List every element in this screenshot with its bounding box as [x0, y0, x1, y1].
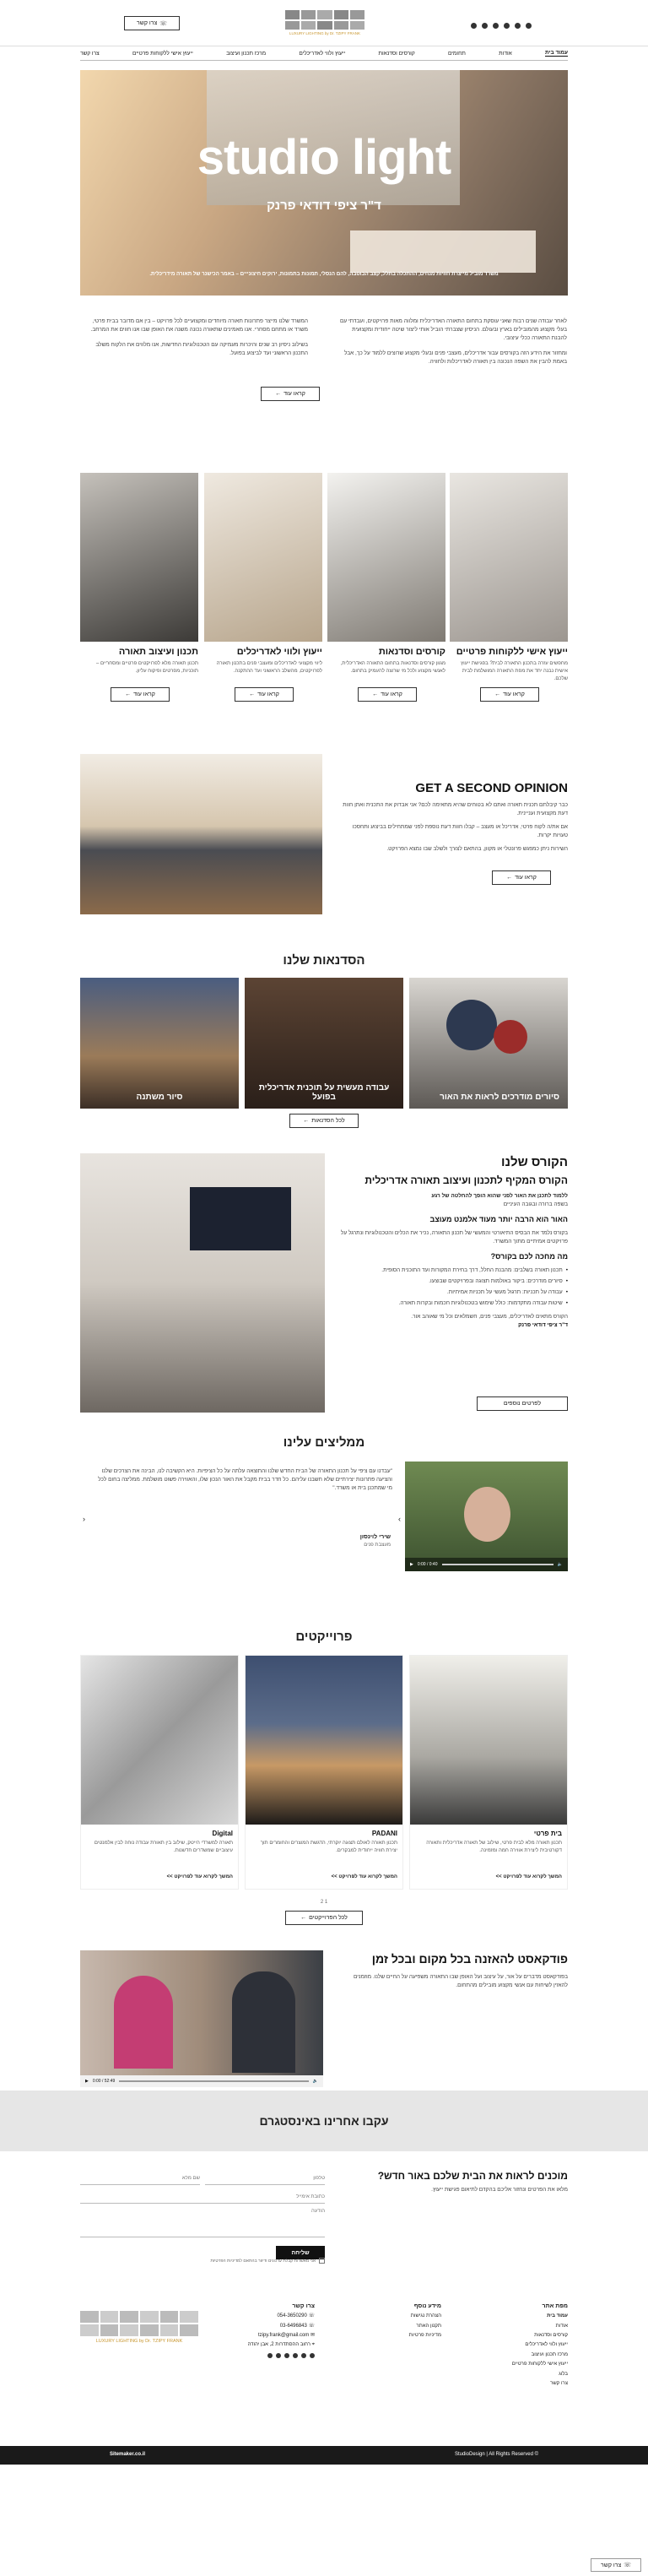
- arrow-left-icon: ←: [494, 691, 501, 697]
- arrow-left-icon: ←: [275, 391, 282, 397]
- whatsapp-icon[interactable]: [267, 2353, 273, 2358]
- footer-link[interactable]: הצהרת נגישות: [410, 2313, 441, 2319]
- footer-link[interactable]: קורסים וסדנאות: [534, 2333, 568, 2339]
- x-icon[interactable]: [293, 2353, 298, 2358]
- video-face: [464, 1487, 510, 1542]
- footer-link[interactable]: תקנון האתר: [416, 2323, 441, 2329]
- x-icon[interactable]: [504, 23, 510, 29]
- course-subtitle: הקורס המקיף לתכנון ועיצוב תאורה אדריכלית: [364, 1174, 568, 1186]
- project-image: [81, 1656, 238, 1825]
- floating-contact-button[interactable]: ☏ צרו קשר: [591, 2558, 641, 2572]
- logo-caption: LUXURY LIGHTING by Dr. TZIPY FRANK: [289, 31, 360, 35]
- course-bullet: • סיורים מודרכים: ביקור באולמות תצוגה ובפרויקטים שבוצעו.: [336, 1277, 568, 1286]
- service-image: [80, 473, 198, 642]
- podcast-host-left: [114, 1976, 173, 2069]
- instagram-icon[interactable]: [301, 2353, 306, 2358]
- mail-icon: ✉: [309, 2333, 315, 2339]
- hero: [80, 70, 568, 296]
- youtube-icon[interactable]: [284, 2353, 289, 2358]
- course-screen: [190, 1187, 291, 1250]
- projects-pager[interactable]: 1 2: [320, 1900, 328, 1905]
- contact-form-text: מלאו את הפרטים ונחזור אליכם בהקדם לתיאום פגישת ייעוץ.: [431, 2187, 568, 2193]
- course-image: [80, 1153, 325, 1413]
- arrow-left-icon: ←: [303, 1118, 310, 1124]
- footer-contact: צרו קשר ☏ 054-3650290 ☏ 03-6496843 ✉ tzipy.frank@gmail.com ⌖ רחוב ההסתדרות 2, אבן יהודה: [205, 2301, 315, 2358]
- project-image: [246, 1656, 402, 1825]
- course-title: הקורס שלנו: [501, 1155, 568, 1169]
- hero-subtitle: ד"ר ציפי דודאי פרנק: [267, 198, 381, 213]
- contact-form-title: מוכנים לראות את הבית שלכם באור חדש?: [377, 2170, 568, 2182]
- volume-icon[interactable]: 🔈: [557, 1562, 563, 1567]
- header: [0, 0, 648, 46]
- project-image: [410, 1656, 567, 1825]
- course-bullet: • עבודה על תכניות: תרגול מעשי על תכניות אמיתיות.: [336, 1288, 568, 1297]
- footer-link[interactable]: צרו קשר: [550, 2381, 568, 2387]
- intro-text-left: המשרד שלנו מייצר פתרונות תאורה מיוחדים ומקצועיים לכל פרויקט – בין אם מדובר בבית פרטי, משרד או מתחם מסחרי. אנו מאמינים שתאורה נכונה משנה את האופן שבו אנו חווים את המרחב. בשילוב ניסיון רב שנים והיכרות מעמיקה עם הטכנולוגיות החדשות, אנו מלווים את הלקוח משלב התכנון הראשוני ועד לביצוע בפועל.: [90, 318, 308, 357]
- second-opinion-text: כבר קיבלתם תכנית תאורה ואתם לא בטוחים שהיא מתאימה לכם? אני אבדוק את התכנית ואתן חוות דעת מקצועית ועניינית. אם את/ה לקוח פרטי, אדריכל או מעצב – קבלו חוות דעת נוספת לפני שמתחילים בביצוע ותחסכו טעויות יקרות. השירות ניתן כמפגש פרונטלי או מקוון, בהתאם לצורך ולשלב שבו נמצא הפרויקט.: [343, 802, 568, 853]
- instagram-icon[interactable]: [515, 23, 521, 29]
- facebook-icon[interactable]: [526, 23, 532, 29]
- submit-button[interactable]: שליחה: [276, 2246, 325, 2259]
- volume-icon[interactable]: 🔈: [312, 2079, 318, 2084]
- service-card: תכנון ועיצוב תאורה תכנון תאורה מלא לפרויקטים פרטיים ומסחריים – תוכניות, מפרטים ופיקוח עליון. קראו עוד ←: [80, 473, 198, 702]
- course-body: ללמוד לתכנן את האור לפני שהוא הופך להחלטה של רגע בשפה ברורה ובגובה העיניים האור הוא הרבה יותר מעוד אלמנט מעוצב בקורס נלמד את הבסיס התיאורטי והמעשי של תכנון התאורה, נכיר את הכלים והטכנולוגיות ונתרגל על פרויקטים אמיתיים מתוך המשרד. מה מחכה לכם בקורס? • תכנון תאורה בשלבים: מהבנת החלל, דרך בחירת המקורות ועד התוכנית הסופית. • סיורים מודרכים: ביקור באולמות תצוגה ובפרויקטים שבוצעו. • עבודה על תכניות: תרגול מעשי על תכניות אמיתיות. • שיטות עבודה מתקדמות: כולל שימוש בטכנולוגיות חכמות ובקרות תאורה. הקורס מתאים לאדריכלים, מעצבי פנים, חשמלאים וכל מי שאוהב אור. ד"ר ציפי דודאי פרנק: [336, 1192, 568, 1331]
- phone-icon: ☏: [624, 2562, 632, 2568]
- all-projects-button[interactable]: לכל הפרוייקטים ←: [285, 1911, 363, 1925]
- bottom-bar-builder[interactable]: Sitemaker.co.il: [110, 2452, 146, 2457]
- consent-row: אני מאשר/ת קבלת עדכונים ודיוור בהתאם למדיניות הפרטיות: [80, 2258, 325, 2264]
- bottom-bar-credit: StudioDesign | All Rights Reserved ©: [454, 2452, 538, 2457]
- location-icon: ⌖: [310, 2342, 315, 2348]
- audio-controls[interactable]: ▶ 0:00 / 52:49 🔈: [80, 2075, 323, 2087]
- footer-link[interactable]: אודות: [555, 2323, 568, 2329]
- play-icon[interactable]: ▶: [85, 2079, 89, 2084]
- email-field[interactable]: [80, 2190, 325, 2204]
- footer-address: ⌖ רחוב ההסתדרות 2, אבן יהודה: [247, 2342, 315, 2348]
- podcast-title: פודקאסט להאזנה בכל מקום ובכל זמן: [371, 1952, 568, 1966]
- youtube-icon[interactable]: [493, 23, 499, 29]
- service-card: ייעוץ ולווי לאדריכלים ליווי מקצועי לאדריכלים ומעצבי פנים בתכנון תאורה לפרויקטים, מהשלב הראשוני ועד ההתקנה. קראו עוד ←: [204, 473, 322, 702]
- footer-info: מידע נוסף הצהרת נגישות תקנון האתר מדיניות פרטיות: [340, 2301, 441, 2340]
- workshop-label: עבודה מעשית על תוכנית אדריכלית בפועל: [258, 1083, 390, 1102]
- footer-phone[interactable]: ☏ 054-3650290: [277, 2313, 315, 2319]
- name-field[interactable]: [80, 2172, 200, 2185]
- phone-field[interactable]: [205, 2172, 325, 2185]
- service-read-more-button[interactable]: קראו עוד ←: [358, 687, 417, 702]
- message-field[interactable]: [80, 2209, 325, 2237]
- nav-item-design-center[interactable]: מרכז תכנון ועיצוב: [226, 50, 267, 57]
- project-read-more-link[interactable]: המשך לקרוא עוד לפרויקט >>: [331, 1874, 397, 1879]
- projects-title: פרוייקטים: [295, 1630, 353, 1644]
- main-nav: [80, 46, 568, 61]
- footer-link[interactable]: מדיניות פרטיות: [408, 2333, 441, 2339]
- podcast-host-right: [232, 1971, 295, 2073]
- phone-icon: ☏: [306, 2313, 315, 2319]
- service-card: ייעוץ אישי ללקוחות פרטיים מחפשים עזרה בתכנון התאורה לבית? בפגישת ייעוץ אישית נבנה יחד את מפת התאורה המושלמת לבית שלכם. קראו עוד ←: [450, 473, 568, 702]
- arrow-left-icon: ←: [249, 691, 256, 697]
- testimonial-arrow-right[interactable]: ›: [398, 1515, 401, 1523]
- arrow-left-icon: ←: [300, 1915, 307, 1921]
- project-card[interactable]: Digital תאורה למשרדי הייטק, שילוב בין תאורת עבודה נוחה לבין אלמנטים עיצוביים שמשדרים חדשנות. המשך לקרוא עוד לפרויקט >>: [80, 1655, 239, 1890]
- phone-icon: ☏: [159, 20, 168, 27]
- instagram-band: [0, 2091, 648, 2151]
- footer: [80, 2301, 568, 2427]
- arrow-left-icon: ←: [506, 875, 513, 881]
- nav-item-contact[interactable]: צרו קשר: [80, 50, 100, 57]
- project-read-more-link[interactable]: המשך לקרוא עוד לפרויקט >>: [166, 1874, 233, 1879]
- play-icon[interactable]: ▶: [410, 1562, 413, 1567]
- hero-title: studio light: [197, 130, 451, 185]
- course-bullet: • תכנון תאורה בשלבים: מהבנת החלל, דרך בחירת המקורות ועד התוכנית הסופית.: [336, 1266, 568, 1275]
- second-opinion-title: GET A SECOND OPINION: [415, 781, 568, 795]
- video-controls[interactable]: ▶ 0:00 / 0:40 🔈: [405, 1558, 568, 1571]
- footer-link[interactable]: עמוד בית: [547, 2313, 568, 2319]
- all-workshops-button[interactable]: לכל הסדנאות ←: [289, 1114, 359, 1128]
- second-opinion-image: [80, 754, 322, 914]
- header-contact-button[interactable]: ☏ צרו קשר: [124, 16, 180, 30]
- service-read-more-button[interactable]: קראו עוד ←: [111, 687, 170, 702]
- footer-email[interactable]: ✉ tzipy.frank@gmail.com: [257, 2333, 315, 2339]
- nav-item-home[interactable]: עמוד בית: [545, 50, 568, 56]
- video-progress[interactable]: [442, 1564, 554, 1565]
- workshop-label: סיורים מודרכים לראות את האור: [440, 1093, 559, 1102]
- service-image: [204, 473, 322, 642]
- service-read-more-button[interactable]: קראו עוד ←: [480, 687, 539, 702]
- second-opinion-section: [80, 754, 568, 914]
- bottom-bar: [0, 2446, 648, 2465]
- nav-item-private[interactable]: ייעוץ אישי ללקוחות פרטיים: [132, 50, 193, 57]
- workshop-card[interactable]: [245, 978, 403, 1109]
- workshop-card[interactable]: [80, 978, 239, 1109]
- footer-link[interactable]: ייעוץ אישי ללקוחות פרטיים: [511, 2362, 568, 2367]
- second-opinion-read-more-button[interactable]: קראו עוד ←: [492, 870, 551, 885]
- footer-link[interactable]: בלוג: [559, 2371, 568, 2377]
- project-card[interactable]: PADANI תכנון תאורה לאולם תצוגה יוקרתי, הדגשת המוצרים והחומרים תוך יצירת חוויה ייחודית למבקרים. המשך לקרוא עוד לפרויקט >>: [245, 1655, 403, 1890]
- hero-sofa: [350, 230, 536, 273]
- social-icons: [471, 23, 532, 29]
- arrow-left-icon: ←: [372, 691, 379, 697]
- workshop-visual: [446, 1000, 497, 1050]
- fax-icon: ☏: [306, 2323, 315, 2329]
- course-details-button[interactable]: לפרטים נוספים: [477, 1396, 568, 1411]
- footer-logo-caption: LUXURY LIGHTING by Dr. TZIPY FRANK: [95, 2339, 183, 2344]
- footer-sitemap: מפת אתר עמוד בית אודות קורסים וסדנאות ייעוץ ולווי לאדריכלים מרכז תכנון ועיצוב ייעוץ אישי ללקוחות פרטיים בלוג צרו קשר: [467, 2301, 568, 2389]
- workshops-title: הסדנאות שלנו: [283, 953, 365, 968]
- audio-progress[interactable]: [119, 2080, 308, 2082]
- workshop-visual: [494, 1020, 527, 1054]
- course-bullet: • שיטות עבודה מתקדמות: כולל שימוש בטכנולוגיות חכמות ובקרות תאורה.: [336, 1299, 568, 1308]
- service-image: [327, 473, 446, 642]
- footer-link[interactable]: מרכז תכנון ועיצוב: [531, 2351, 568, 2357]
- service-card: קורסים וסדנאות מגוון קורסים וסדנאות בתחום התאורה האדריכלית, לאנשי מקצוע ולכל מי שרוצה להעמיק בתחום. קראו עוד ←: [327, 473, 446, 702]
- nav-item-courses[interactable]: קורסים וסדנאות: [378, 50, 415, 57]
- footer-logo[interactable]: [80, 2311, 198, 2344]
- linkedin-icon[interactable]: [276, 2353, 281, 2358]
- testimonial-quote: "עבדנו עם ציפי על תכנון התאורה של הבית החדש שלנו והתוצאה עלתה על כל הציפיות. היא הקשיבה לנו, הבינה את הצרכים שלנו והציעה פתרונות יצירתיים שלא חשבנו עליהם. כל חדר בבית מקבל את האור הנכון שלו, והאווירה פשוט מושלמת. ממליצה בחום לכל מי שמתכנן בית או משרד.": [98, 1468, 392, 1492]
- arrow-left-icon: ←: [125, 691, 132, 697]
- footer-social-icons: [205, 2353, 315, 2358]
- contact-form: [80, 2172, 325, 2259]
- testimonial-name: שירי לוינסון: [359, 1534, 391, 1540]
- testimonial-video[interactable]: [405, 1462, 568, 1571]
- facebook-icon[interactable]: [310, 2353, 315, 2358]
- footer-link[interactable]: ייעוץ ולווי לאדריכלים: [525, 2342, 568, 2348]
- project-card[interactable]: בית פרטי תכנון תאורה מלא לבית פרטי, שילוב של תאורה אדריכלית ותאורה דקורטיבית ליצירת אווירה חמה ומזמינה. המשך לקרוא עוד לפרויקט >>: [409, 1655, 568, 1890]
- nav-item-fields[interactable]: תחומים: [447, 50, 466, 57]
- project-read-more-link[interactable]: המשך לקרוא עוד לפרויקט >>: [495, 1874, 562, 1879]
- testimonials-title: ממליצים עלינו: [283, 1435, 365, 1450]
- service-image: [450, 473, 568, 642]
- testimonial-role: מעצבת פנים: [364, 1543, 391, 1548]
- instagram-title: עקבו אחרינו באינסטגרם: [259, 2114, 389, 2128]
- intro-text-right: לאחר עבודה שנים רבות שאני עוסקת בתחום התאורה האדריכלית ומלווה מאות פרויקטים, ועבדתי עם בעלי מקצוע מהמובילים בארץ ובעולם. הניסיון שצברתי הוביל אותי ליצור שיטה ייחודית ומקצועית להבנת התאורה ככלי עיצובי. ומחזור את הידע הזה בקורסים עבור אדריכלים, מעצבי פנים ובעלי מקצוע שרוצים ללמוד על כך, אבל באמת להבין את השפה הנכונה בין תאורה לאדריכלות ולחוויה.: [339, 318, 567, 366]
- consent-checkbox[interactable]: [319, 2258, 325, 2264]
- nav-item-architects[interactable]: ייעוץ ולווי לאדריכלים: [299, 50, 346, 57]
- hero-tagline: משרד מוביל מייצרת חוויות מנחים, ההתכלה בתלל, קצב הבוטבה, להם הנסלי, תמונות בתמונות, ירוקים חיצונייים – באמר הכישנר של תאורה מידריכלית.: [149, 271, 499, 277]
- footer-phone[interactable]: ☏ 03-6496843: [279, 2323, 315, 2329]
- service-read-more-button[interactable]: קראו עוד ←: [235, 687, 294, 702]
- nav-item-about[interactable]: אודות: [499, 50, 512, 57]
- intro-read-more-button[interactable]: קראו עוד ←: [261, 387, 320, 401]
- workshop-card[interactable]: [409, 978, 568, 1109]
- workshop-label: סיור משתנה: [136, 1093, 183, 1102]
- testimonial-arrow-left[interactable]: ‹: [83, 1515, 85, 1523]
- podcast-video[interactable]: [80, 1950, 323, 2087]
- linkedin-icon[interactable]: [482, 23, 488, 29]
- logo[interactable]: [285, 10, 364, 37]
- podcast-text: בפודקאסט מדברים על אור, על עיצוב ועל האופן שבו התאורה משפיעה על החיים שלנו. מוזמנים להאזין לשיחות עם אנשי מקצוע מובילים מהתחום.: [354, 1974, 568, 1989]
- whatsapp-icon[interactable]: [471, 23, 477, 29]
